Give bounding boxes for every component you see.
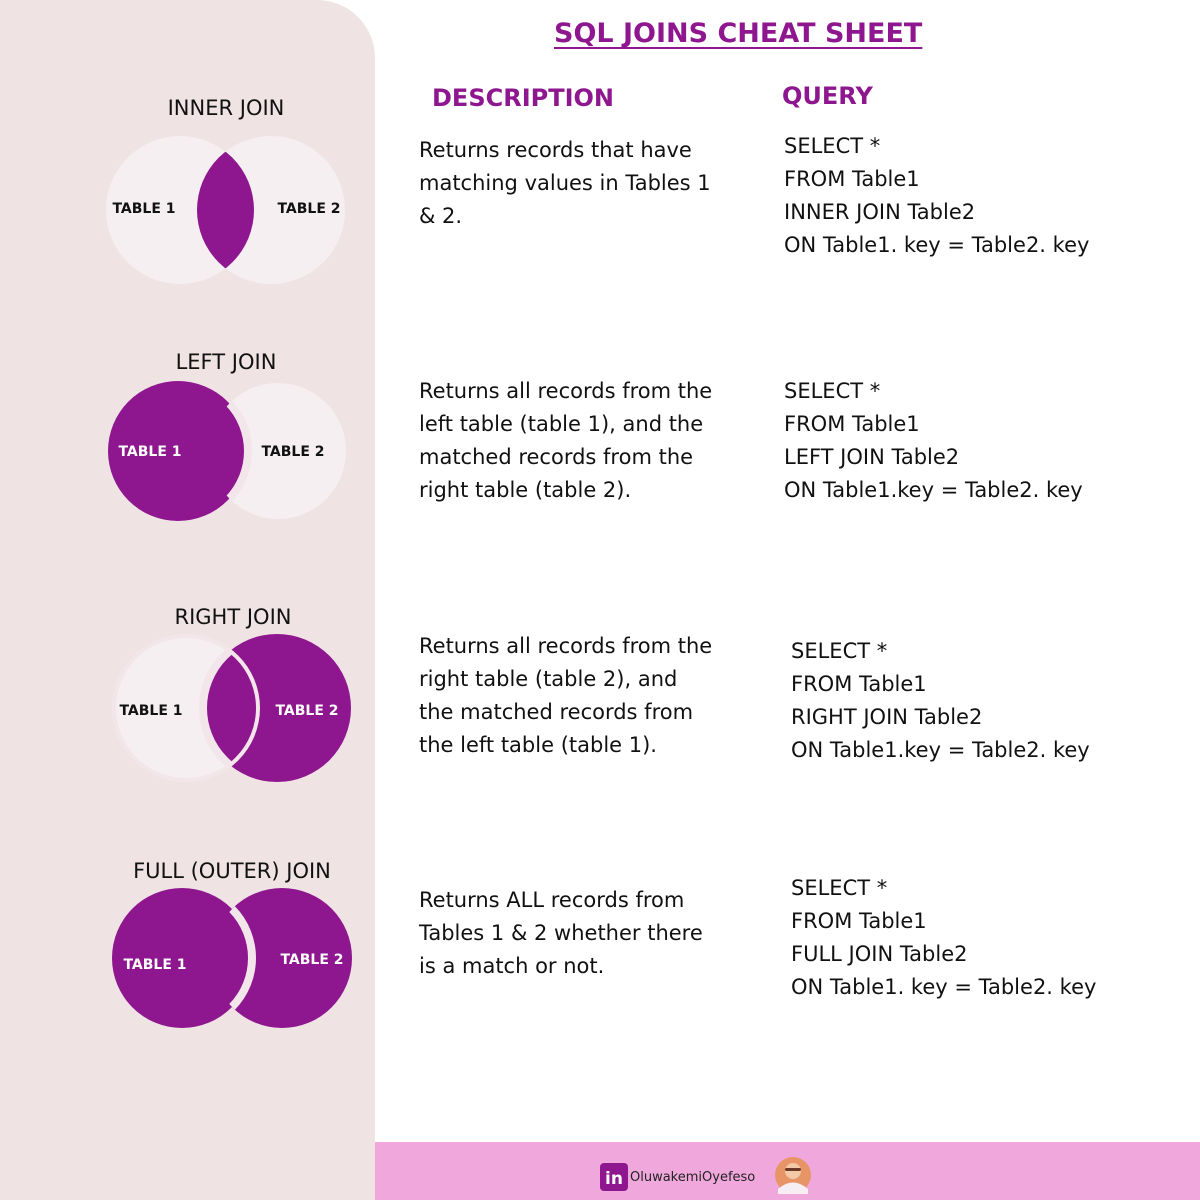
query-line: ON Table1. key = Table2. key <box>784 233 1090 257</box>
query-header: QUERY <box>782 82 873 110</box>
full-join-venn <box>112 888 352 1028</box>
query-line: FROM Table1 <box>791 672 927 696</box>
description-line: Tables 1 & 2 whether there <box>419 921 703 945</box>
right-right-label: TABLE 2 <box>275 703 339 719</box>
query-line: FROM Table1 <box>784 167 920 191</box>
inner-join-description <box>419 134 739 233</box>
query-line: FROM Table1 <box>784 412 920 436</box>
right-join-description <box>419 630 739 762</box>
description-line: matched records from the <box>419 445 694 469</box>
right-join-query <box>791 635 1090 767</box>
linkedin-icon[interactable] <box>600 1163 628 1191</box>
description-line: & 2. <box>419 204 463 228</box>
query-line: ON Table1.key = Table2. key <box>784 478 1083 502</box>
venn-diagrams <box>0 0 375 1140</box>
query-line: RIGHT JOIN Table2 <box>791 705 983 729</box>
inner-join-venn <box>106 136 345 284</box>
description-line: the left table (table 1). <box>419 733 657 757</box>
description-line: Returns all records from the <box>419 634 713 658</box>
query-line: ON Table1. key = Table2. key <box>791 975 1097 999</box>
query-line: SELECT * <box>791 639 888 663</box>
query-line: INNER JOIN Table2 <box>784 200 976 224</box>
query-line: SELECT * <box>791 876 888 900</box>
description-line: right table (table 2), and <box>419 667 678 691</box>
inner-join-query <box>784 130 1089 262</box>
description-line: Returns all records from the <box>419 379 713 403</box>
footer-handle[interactable]: OluwakemiOyefeso <box>630 1170 756 1185</box>
description-line: the matched records from <box>419 700 694 724</box>
inner-right-label: TABLE 2 <box>277 201 341 217</box>
left-join-description <box>419 375 739 507</box>
left-join-title: LEFT JOIN <box>175 350 277 374</box>
profile-avatar <box>774 1156 812 1194</box>
description-line: right table (table 2). <box>419 478 632 502</box>
right-left-label: TABLE 1 <box>119 703 183 719</box>
full-left-label: TABLE 1 <box>123 957 187 973</box>
left-left-label: TABLE 1 <box>118 444 182 460</box>
page-title: SQL JOINS CHEAT SHEET <box>554 18 923 49</box>
description-line: Returns ALL records from <box>419 888 685 912</box>
query-line: FULL JOIN Table2 <box>791 942 968 966</box>
full-join-description <box>419 884 739 983</box>
description-header: DESCRIPTION <box>432 84 615 112</box>
full-join-query <box>791 872 1096 1004</box>
query-line: SELECT * <box>784 379 881 403</box>
description-line: is a match or not. <box>419 954 605 978</box>
linkedin-glyph: in <box>605 1169 623 1189</box>
left-join-query <box>784 375 1083 507</box>
description-line: Returns records that have <box>419 138 692 162</box>
query-line: FROM Table1 <box>791 909 927 933</box>
inner-join-title: INNER JOIN <box>167 96 285 120</box>
query-line: SELECT * <box>784 134 881 158</box>
full-join-title: FULL (OUTER) JOIN <box>133 859 331 883</box>
inner-left-label: TABLE 1 <box>112 201 176 217</box>
left-join-venn <box>108 381 346 521</box>
full-right-label: TABLE 2 <box>280 952 344 968</box>
left-right-label: TABLE 2 <box>261 444 325 460</box>
description-line: matching values in Tables 1 <box>419 171 711 195</box>
right-join-venn <box>112 634 351 782</box>
query-line: LEFT JOIN Table2 <box>784 445 960 469</box>
right-join-title: RIGHT JOIN <box>174 605 292 629</box>
query-line: ON Table1.key = Table2. key <box>791 738 1090 762</box>
description-line: left table (table 1), and the <box>419 412 704 436</box>
